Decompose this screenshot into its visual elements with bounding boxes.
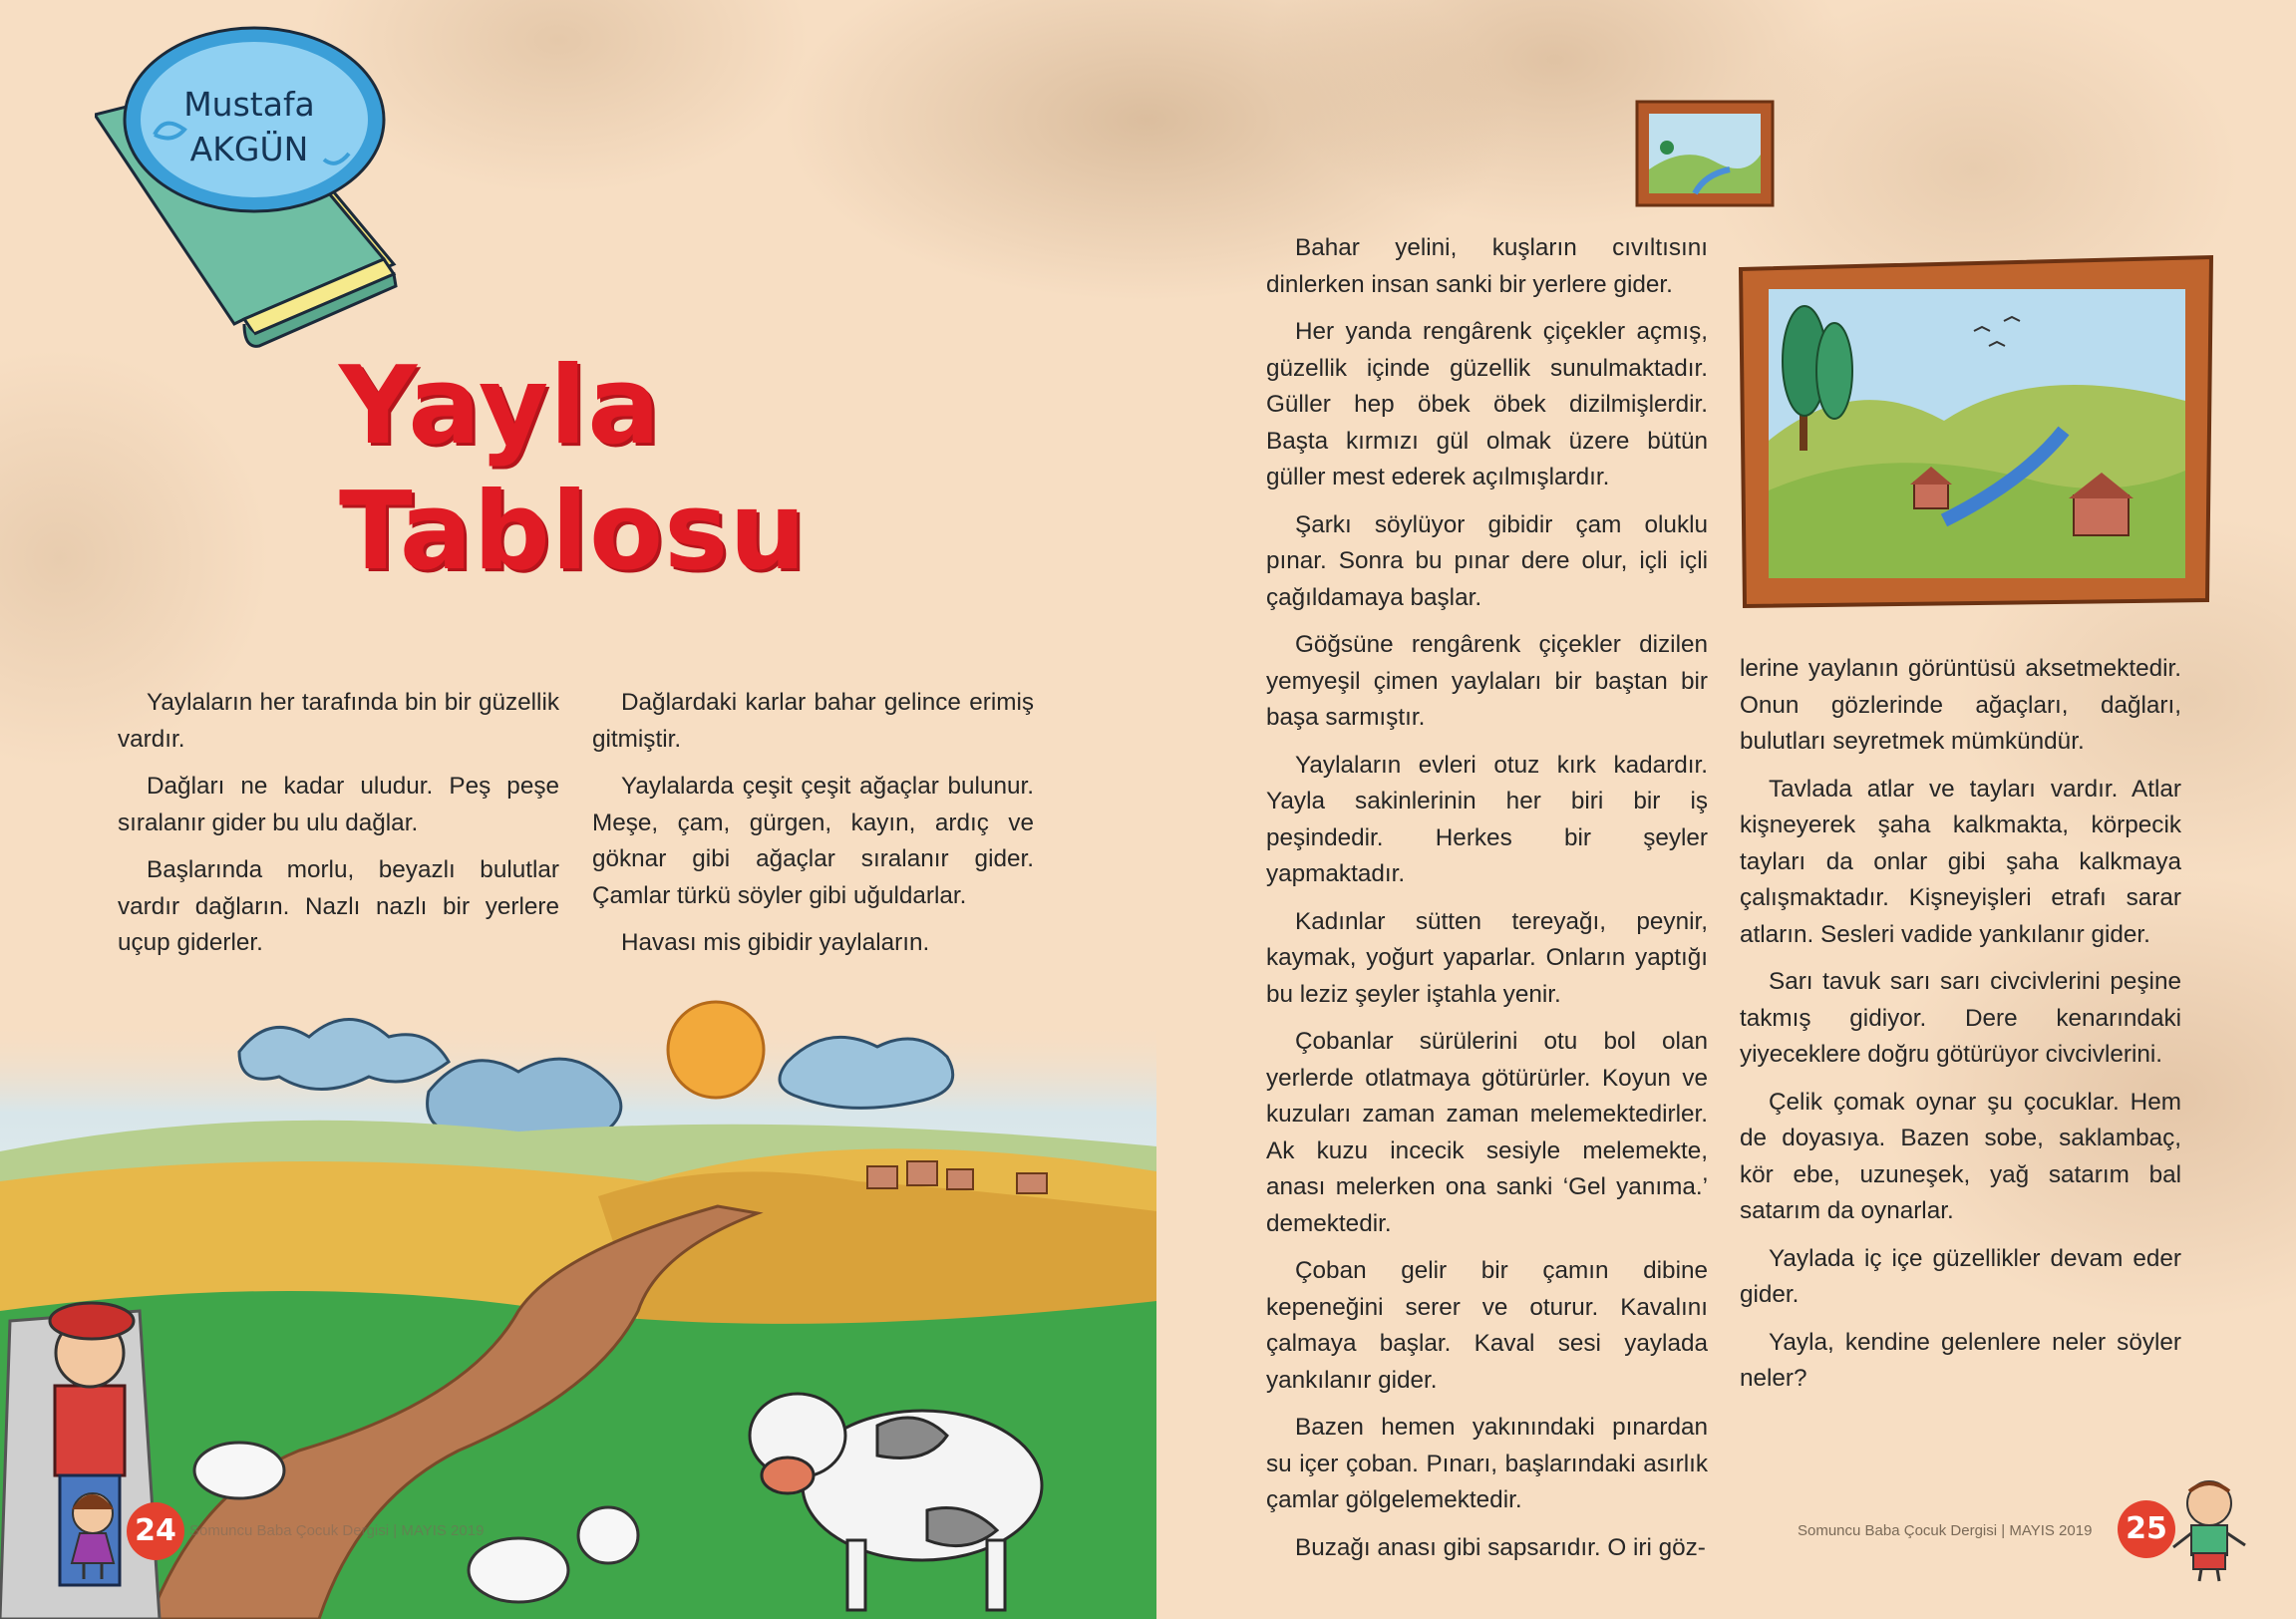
paragraph: Her yanda rengârenk çiçekler açmış, güzellik içinde güzellik sunulmaktadır. Güller hep öbek öbek dizilmişlerdir. Başta kırmızı gül olmak üzere bütün güller mest ederek açılmışlardır. — [1266, 318, 1708, 490]
girl-mascot-icon — [58, 1483, 128, 1583]
paragraph: Dağlardaki karlar bahar gelince erimiş gitmiştir. — [592, 689, 1034, 753]
author-last-name: AKGÜN — [189, 130, 309, 168]
text-column-1 — [118, 685, 559, 973]
paragraph: Yaylada iç içe güzellikler devam eder gider. — [1740, 1244, 2181, 1308]
paragraph: Göğsüne rengârenk çiçekler dizilen yemyeşil çimen yaylaları bir baştan bir başa sarmıştır. — [1266, 631, 1708, 731]
paragraph: Tavlada atlar ve tayları vardır. Atlar kişneyerek şaha kalkmakta, körpecik tayları da onlar gibi şaha kalkmaya çalışmaktadır. Kişneyişleri etrafı sarar atların. Sesleri vadide yankılanır gider. — [1740, 775, 2181, 948]
footer-text-left: Somuncu Baba Çocuk Dergisi | MAYIS 2019 — [189, 1522, 485, 1539]
author-name — [130, 82, 369, 171]
paragraph: Bahar yelini, kuşların cıvıltısını dinlerken insan sanki bir yerlere gider. — [1266, 234, 1708, 298]
paragraph: Buzağı anası gibi sapsarıdır. O iri göz- — [1295, 1533, 1706, 1561]
title-line-2: Tablosu — [339, 470, 808, 594]
title-line-1: Yayla — [339, 344, 662, 469]
paragraph-continued: lerine yaylanın görüntüsü aksetmektedir. Onun gözlerinde ağaçları, dağları, bulutları seyretmek mümkündür. — [1740, 655, 2181, 755]
paragraph: Sarı tavuk sarı sarı civcivlerini peşine takmış gidiyor. Dere kenarındaki yiyeceklere doğru götürüyor civcivlerini. — [1740, 968, 2181, 1068]
paragraph: Çoban gelir bir çamın dibine kepeneğini serer ve oturur. Kavalını çalmaya başlar. Kaval sesi yaylada yankılanır gider. — [1266, 1257, 1708, 1394]
paragraph: Yayla, kendine gelenlere neler söyler neler? — [1740, 1328, 2181, 1392]
paragraph: Dağları ne kadar uludur. Peş peşe sıralanır gider bu ulu dağlar. — [118, 773, 559, 836]
paragraph: Havası mis gibidir yaylaların. — [621, 929, 930, 956]
paragraph: Yaylalarda çeşit çeşit ağaçlar bulunur. Meşe, çam, gürgen, kayın, ardıç ve göknar gibi ağaçlar sıralanır gider. Çamlar türkü söyler gibi uğuldarlar. — [592, 773, 1034, 909]
boy-mascot-icon — [2169, 1473, 2249, 1583]
paragraph: Bazen hemen yakınındaki pınardan su içer çoban. Pınarı, başlarındaki asırlık çamlar gölgelemektedir. — [1266, 1414, 1708, 1513]
author-first-name: Mustafa — [183, 85, 315, 124]
framed-landscape-picture — [1735, 251, 2218, 610]
page-number-left: 24 — [127, 1502, 184, 1560]
text-column-4 — [1740, 651, 2181, 1409]
paragraph: Kadınlar sütten tereyağı, peynir, kaymak, yoğurt yaparlar. Onların yaptığı bu leziz şeyler iştahla yenir. — [1266, 907, 1708, 1008]
paragraph: Çobanlar sürülerini otu bol olan yerlerde otlatmaya götürürler. Koyun ve kuzuları zaman zaman melemektedirler. Ak kuzu incecik sesiyle melemekte, anası melerken ona sanki ‘Gel yanıma.’ demektedir. — [1266, 1028, 1708, 1237]
paragraph: Başlarında morlu, beyazlı bulutlar vardır dağların. Nazlı nazlı bir yerlere uçup giderler. — [118, 856, 559, 956]
small-framed-picture — [1635, 100, 1775, 207]
paragraph: Yaylaların evleri otuz kırk kadardır. Yayla sakinlerinin her biri bir iş peşindedir. Herkes bir şeyler yapmaktadır. — [1266, 751, 1708, 887]
paragraph: Şarkı söylüyor gibidir çam oluklu pınar. Sonra bu pınar dere olur, içli içli çağıldamaya başlar. — [1266, 510, 1708, 611]
page-number-right: 25 — [2118, 1500, 2175, 1558]
footer-text-right: Somuncu Baba Çocuk Dergisi | MAYIS 2019 — [1798, 1522, 2093, 1539]
paragraph: Yaylaların her tarafında bin bir güzellik vardır. — [118, 689, 559, 753]
paragraph: Çelik çomak oynar şu çocuklar. Hem de doyasıya. Bazen sobe, saklambaç, kör ebe, uzuneşek, yağ satarım bal satarım da oynarlar. — [1740, 1088, 2181, 1224]
text-column-2 — [592, 685, 1034, 973]
text-column-3 — [1266, 230, 1708, 1577]
article-title — [339, 344, 818, 595]
